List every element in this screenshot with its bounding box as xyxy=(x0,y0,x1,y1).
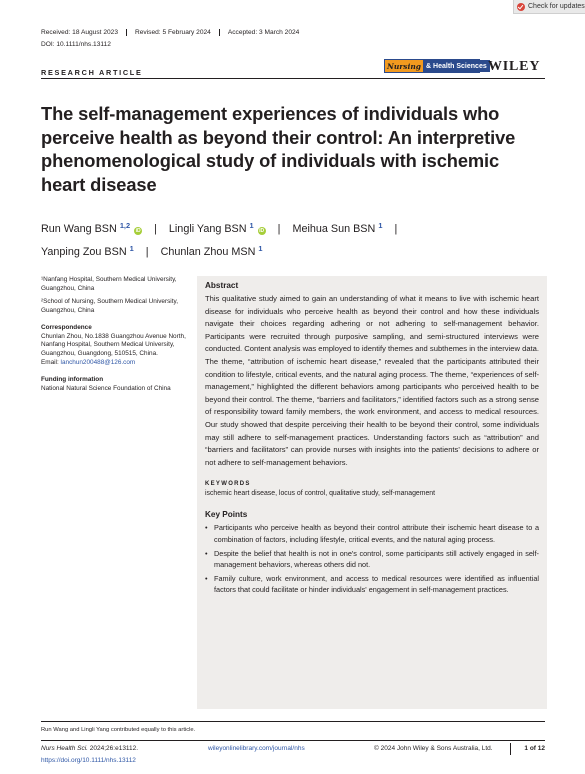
author-list: Run Wang BSN $^{1,2}$ iD | Lingli Yang BSN $^1$ iD | Meihua Sun BSN $^1$ | Yanping Zou BSN $^1$ | Chunlan Zhou MSN $^1$ xyxy=(41,221,398,258)
author-name: Run Wang BSN xyxy=(41,223,117,235)
abstract-panel xyxy=(197,276,547,709)
key-point-item: • Participants who perceive health as beyond their control attribute their ischemic heart disease to a combination of factors, including lifestyle, critical events, and the natural aging process. xyxy=(205,522,539,545)
footer-divider xyxy=(41,740,545,741)
check-for-updates-badge[interactable] xyxy=(513,0,585,14)
publisher-logo: WILEY xyxy=(488,59,541,74)
keywords-heading: KEYWORDS xyxy=(205,481,251,488)
author xyxy=(169,223,266,235)
footer-copyright: © 2024 John Wiley & Sons Australia, Ltd. xyxy=(374,745,493,752)
author xyxy=(161,246,263,258)
page-number: 1 of 12 xyxy=(510,743,545,755)
doi: DOI: 10.1111/nhs.13112 xyxy=(41,41,111,48)
author-affiliation-ref[interactable]: 1,2 xyxy=(119,221,131,230)
author-affiliation-ref[interactable]: 1 xyxy=(258,244,263,253)
check-for-updates-label: Check for updates xyxy=(528,3,585,10)
author-name: Meihua Sun BSN xyxy=(292,223,376,235)
footnote-divider xyxy=(41,721,545,722)
funding-text: National Natural Science Foundation of China xyxy=(41,385,171,393)
key-points-list xyxy=(205,522,539,596)
article-type: RESEARCH ARTICLE xyxy=(41,68,143,77)
footer-journal: Nurs Health Sci. xyxy=(41,745,88,752)
author-affiliation-ref[interactable]: 1 xyxy=(129,244,134,253)
key-point-item: • Family culture, work environment, and access to medical resources were identified as influential factors that could facilitate or hinder individuals' engagement in self-management practices. xyxy=(205,573,539,596)
correspondence-text xyxy=(41,333,187,369)
author xyxy=(41,246,134,258)
correspondence-address: Chunlan Zhou, No.1838 Guangzhou Avenue North, Nanfang Hospital, Southern Medical University, Guangzhou, Guangdong, 510515, China. xyxy=(41,332,186,358)
author-name: Yanping Zou BSN xyxy=(41,246,127,258)
funding-heading: Funding information xyxy=(41,376,104,384)
article-dates xyxy=(41,29,315,36)
author-name: Chunlan Zhou MSN xyxy=(160,246,256,258)
footer-citation xyxy=(41,743,138,766)
keywords-text: ischemic heart disease, locus of control, qualitative study, self-management xyxy=(205,490,436,498)
footer-volume: 2024;26:e13112. xyxy=(89,745,139,752)
abstract-heading: Abstract xyxy=(205,281,239,290)
orcid-icon[interactable]: iD xyxy=(135,228,141,234)
author-affiliation-ref[interactable]: 1 xyxy=(378,221,383,230)
author-affiliation-ref[interactable]: 1 xyxy=(249,221,254,230)
check-icon xyxy=(517,3,525,11)
footer-journal-url[interactable]: wileyonlinelibrary.com/journal/nhs xyxy=(208,745,305,752)
footer-doi-link[interactable]: https://doi.org/10.1111/nhs.13112 xyxy=(41,756,136,764)
journal-logo-part1: Nursing xyxy=(387,61,422,71)
correspondence-heading: Correspondence xyxy=(41,323,92,331)
received-date: Received: 18 August 2023 xyxy=(41,29,127,36)
revised-date: Revised: 5 February 2024 xyxy=(135,29,220,36)
accepted-date: Accepted: 3 March 2024 xyxy=(227,29,300,36)
contribution-footnote: Run Wang and Lingli Yang contributed equally to this article. xyxy=(41,727,196,733)
author xyxy=(41,223,142,235)
email-label: Email: xyxy=(41,359,59,367)
email-link[interactable]: lanchun200488@126.com xyxy=(60,359,136,367)
key-point-item: • Despite the belief that health is not in one's control, some participants still actively engaged in self-management behaviors, whereas others did not. xyxy=(205,548,539,571)
journal-logo-part2: & Health Sciences xyxy=(423,60,490,72)
abstract-text: This qualitative study aimed to gain an understanding of what it means to live with ischemic heart disease for individuals who perceive health as beyond their control and how these individuals navigate their choices regarding adhering or not adhering to self-management behavior. Participants were recruited through purposive sampling, and semi-structured interviews were conducted. Content analysis was employed to identify themes and subthemes in the interview data. The theme, “attribution of ischemic heart disease,” revealed that the participants attributed their condition to lifestyle, critical events, and the natural aging process. The theme, “experiences of self-management,” highlighted the different behaviors among participants who perceived health to be beyond their control. The theme, “barriers and facilitators,” identified factors such as a strong sense of responsibility toward family members, the work environment, and access to medical resources. Our study showed that despite perceiving their health to be beyond their control, some individuals may still adhere to self-management practices. Understanding factors such as “attribution” and “barriers and facilitators” can provide nurses with insights into the patients' decisions to adhere or not adhere to self-management behaviors. xyxy=(205,294,539,467)
affiliation: ¹Nanfang Hospital, Southern Medical University, Guangzhou, China xyxy=(41,276,177,292)
orcid-icon[interactable]: iD xyxy=(259,228,265,234)
author-name: Lingli Yang BSN xyxy=(168,223,247,235)
journal-logo xyxy=(384,59,487,73)
article-info-column xyxy=(41,276,187,398)
header-divider xyxy=(41,78,545,79)
key-points-heading: Key Points xyxy=(205,510,248,520)
article-title: The self-management experiences of individuals who perceive health as beyond their control: An interpretive phenomenological study of individuals with ischemic heart disease xyxy=(41,103,516,196)
author xyxy=(292,223,382,235)
affiliation: ²School of Nursing, Southern Medical University, Guangzhou, China xyxy=(41,297,178,314)
